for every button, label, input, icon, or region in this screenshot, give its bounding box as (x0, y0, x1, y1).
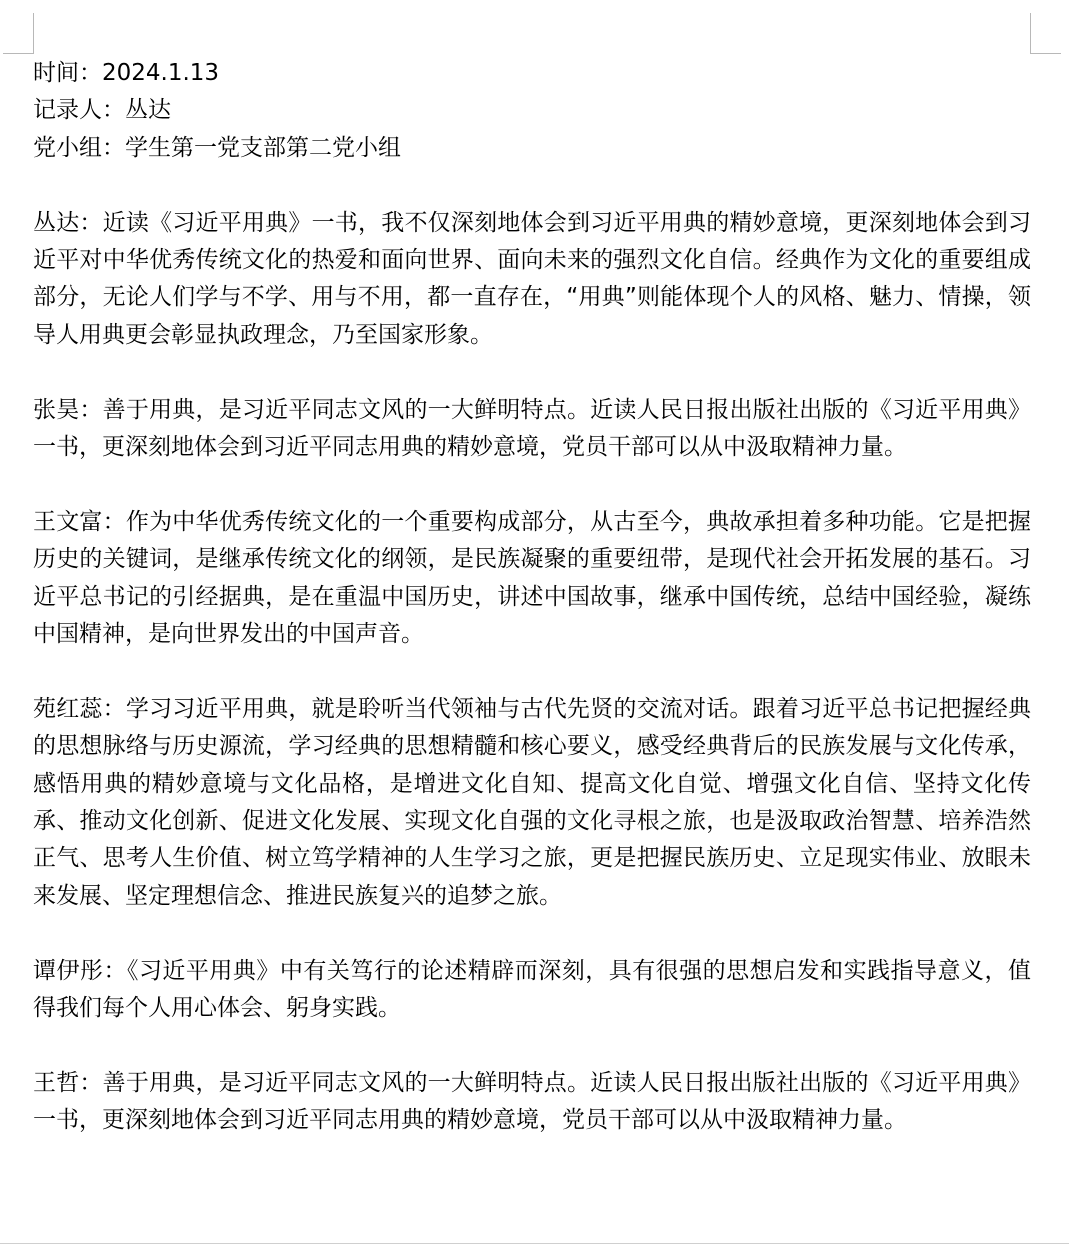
entry-speaker: 王哲： (33, 1069, 103, 1096)
entry-speaker: 王文富： (33, 508, 126, 535)
meta-recorder (33, 92, 1031, 129)
entry-paragraph (33, 1065, 1031, 1140)
meta-time (33, 55, 1031, 92)
paragraph-gap (33, 915, 1031, 952)
paragraph-gap (33, 167, 1031, 204)
meta-recorder-label: 记录人： (33, 97, 125, 124)
entry-speaker: 丛达： (33, 209, 103, 236)
meta-group-label: 党小组： (33, 134, 125, 161)
entry-paragraph (33, 691, 1031, 915)
page-bottom-edge (0, 1243, 1069, 1244)
entry-speaker: 谭伊彤： (33, 957, 127, 984)
meta-time-value: 2024.1.13 (102, 60, 220, 86)
page-corner-mark-top-left (3, 13, 34, 54)
entry-text: 《习近平用典》中有关笃行的论述精辟而深刻，具有很强的思想启发和实践指导意义，值得我们每个人用心体会、躬身实践。 (33, 957, 1032, 1022)
paragraph-gap (33, 653, 1031, 690)
paragraph-gap (33, 1027, 1031, 1064)
meta-recorder-value: 丛达 (125, 97, 171, 124)
meta-time-label: 时间： (33, 60, 102, 86)
paragraph-gap (33, 466, 1031, 503)
entry-speaker: 苑红蕊： (33, 695, 126, 722)
entry-paragraph (33, 504, 1031, 654)
entry-speaker: 张昊： (33, 396, 103, 423)
entry-paragraph (33, 392, 1031, 467)
paragraph-gap (33, 354, 1031, 391)
page-corner-mark-top-right (1030, 13, 1061, 54)
meta-group-value: 学生第一党支部第二党小组 (125, 134, 401, 161)
entry-text: 作为中华优秀传统文化的一个重要构成部分，从古至今，典故承担着多种功能。它是把握历史的关键词，是继承传统文化的纲领，是民族凝聚的重要纽带，是现代社会开拓发展的基石。习近平总书记的引经据典，是在重温中国历史，讲述中国故事，继承中国传统，总结中国经验，凝练中国精神，是向世界发出的中国声音。 (33, 508, 1032, 648)
entry-text: 善于用典，是习近平同志文风的一大鲜明特点。近读人民日报出版社出版的《习近平用典》一书，更深刻地体会到习近平同志用典的精妙意境，党员干部可以从中汲取精神力量。 (33, 1069, 1032, 1134)
entry-paragraph (33, 205, 1031, 355)
entry-paragraph (33, 953, 1031, 1028)
entry-text: 善于用典，是习近平同志文风的一大鲜明特点。近读人民日报出版社出版的《习近平用典》一书，更深刻地体会到习近平同志用典的精妙意境，党员干部可以从中汲取精神力量。 (33, 396, 1032, 461)
entry-text: 近读《习近平用典》一书，我不仅深刻地体会到习近平用典的精妙意境，更深刻地体会到习近平对中华优秀传统文化的热爱和面向世界、面向未来的强烈文化自信。经典作为文化的重要组成部分，无论人们学与不学、用与不用，都一直存在，“用典”则能体现个人的风格、魅力、情操，领导人用典更会彰显执政理念，乃至国家形象。 (33, 209, 1032, 348)
document-body[interactable] (33, 55, 1031, 1140)
entry-text: 学习习近平用典，就是聆听当代领袖与古代先贤的交流对话。跟着习近平总书记把握经典的思想脉络与历史源流，学习经典的思想精髓和核心要义，感受经典背后的民族发展与文化传承，感悟用典的精妙意境与文化品格，是增进文化自知、提高文化自觉、增强文化自信、坚持文化传承、推动文化创新、促进文化发展、实现文化自强的文化寻根之旅，也是汲取政治智慧、培养浩然正气、思考人生价值、树立笃学精神的人生学习之旅，更是把握民族历史、立足现实伟业、放眼未来发展、坚定理想信念、推进民族复兴的追梦之旅。 (33, 695, 1032, 909)
meta-group (33, 130, 1031, 167)
